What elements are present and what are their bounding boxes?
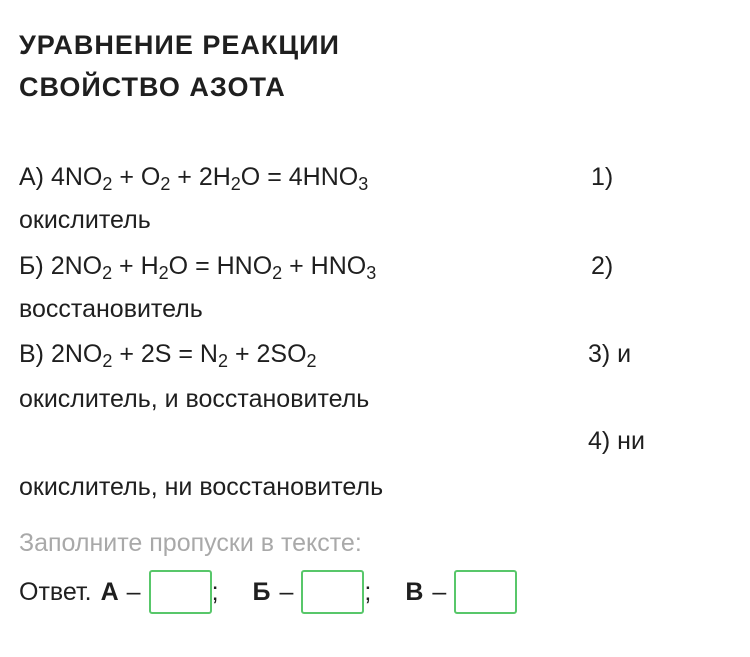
property-2-text: восстановитель (19, 295, 203, 323)
reaction-c (19, 339, 317, 369)
answer-separator: ; (211, 577, 219, 606)
reaction-label: В) (19, 340, 44, 368)
reaction-label: А) (19, 163, 44, 191)
reaction-formula: $2NO_2 + 2S = N_2 + 2SO_2$ (50, 340, 317, 371)
property-3-text: окислитель, и восстановитель (19, 385, 370, 413)
property-4-text: окислитель, ни восстановитель (19, 473, 384, 501)
answer-dash: – (432, 577, 447, 606)
answer-dash: – (279, 577, 294, 606)
answer-dash: – (126, 577, 141, 606)
property-3-number: 3) и (588, 340, 632, 368)
answer-input-b[interactable] (301, 570, 364, 614)
answer-letter-v: В (405, 577, 424, 606)
page-title-line1: УРАВНЕНИЕ РЕАКЦИИ (19, 30, 340, 60)
answer-letter-a: А (100, 577, 119, 606)
instruction-text: Заполните пропуски в тексте: (19, 529, 362, 557)
answer-prefix: Ответ. (19, 577, 92, 606)
reaction-label: Б) (19, 252, 44, 280)
answer-input-v[interactable] (454, 570, 517, 614)
page-title-line2: СВОЙСТВО АЗОТА (19, 72, 286, 102)
answer-row (19, 568, 517, 616)
answer-separator: ; (364, 577, 372, 606)
property-4-number: 4) ни (588, 427, 645, 455)
reaction-a (19, 162, 368, 192)
property-2-number: 2) (591, 252, 614, 280)
reaction-formula: $2NO_2 + H_2O = HNO_2 + HNO_3$ (50, 252, 377, 283)
answer-input-a[interactable] (149, 570, 212, 614)
reaction-formula: $4NO_2 + O_2 + 2H_2O = 4HNO_3$ (50, 163, 369, 194)
property-1-number: 1) (591, 163, 614, 191)
property-1-text: окислитель (19, 206, 151, 234)
reaction-b (19, 251, 376, 281)
answer-letter-b: Б (252, 577, 271, 606)
